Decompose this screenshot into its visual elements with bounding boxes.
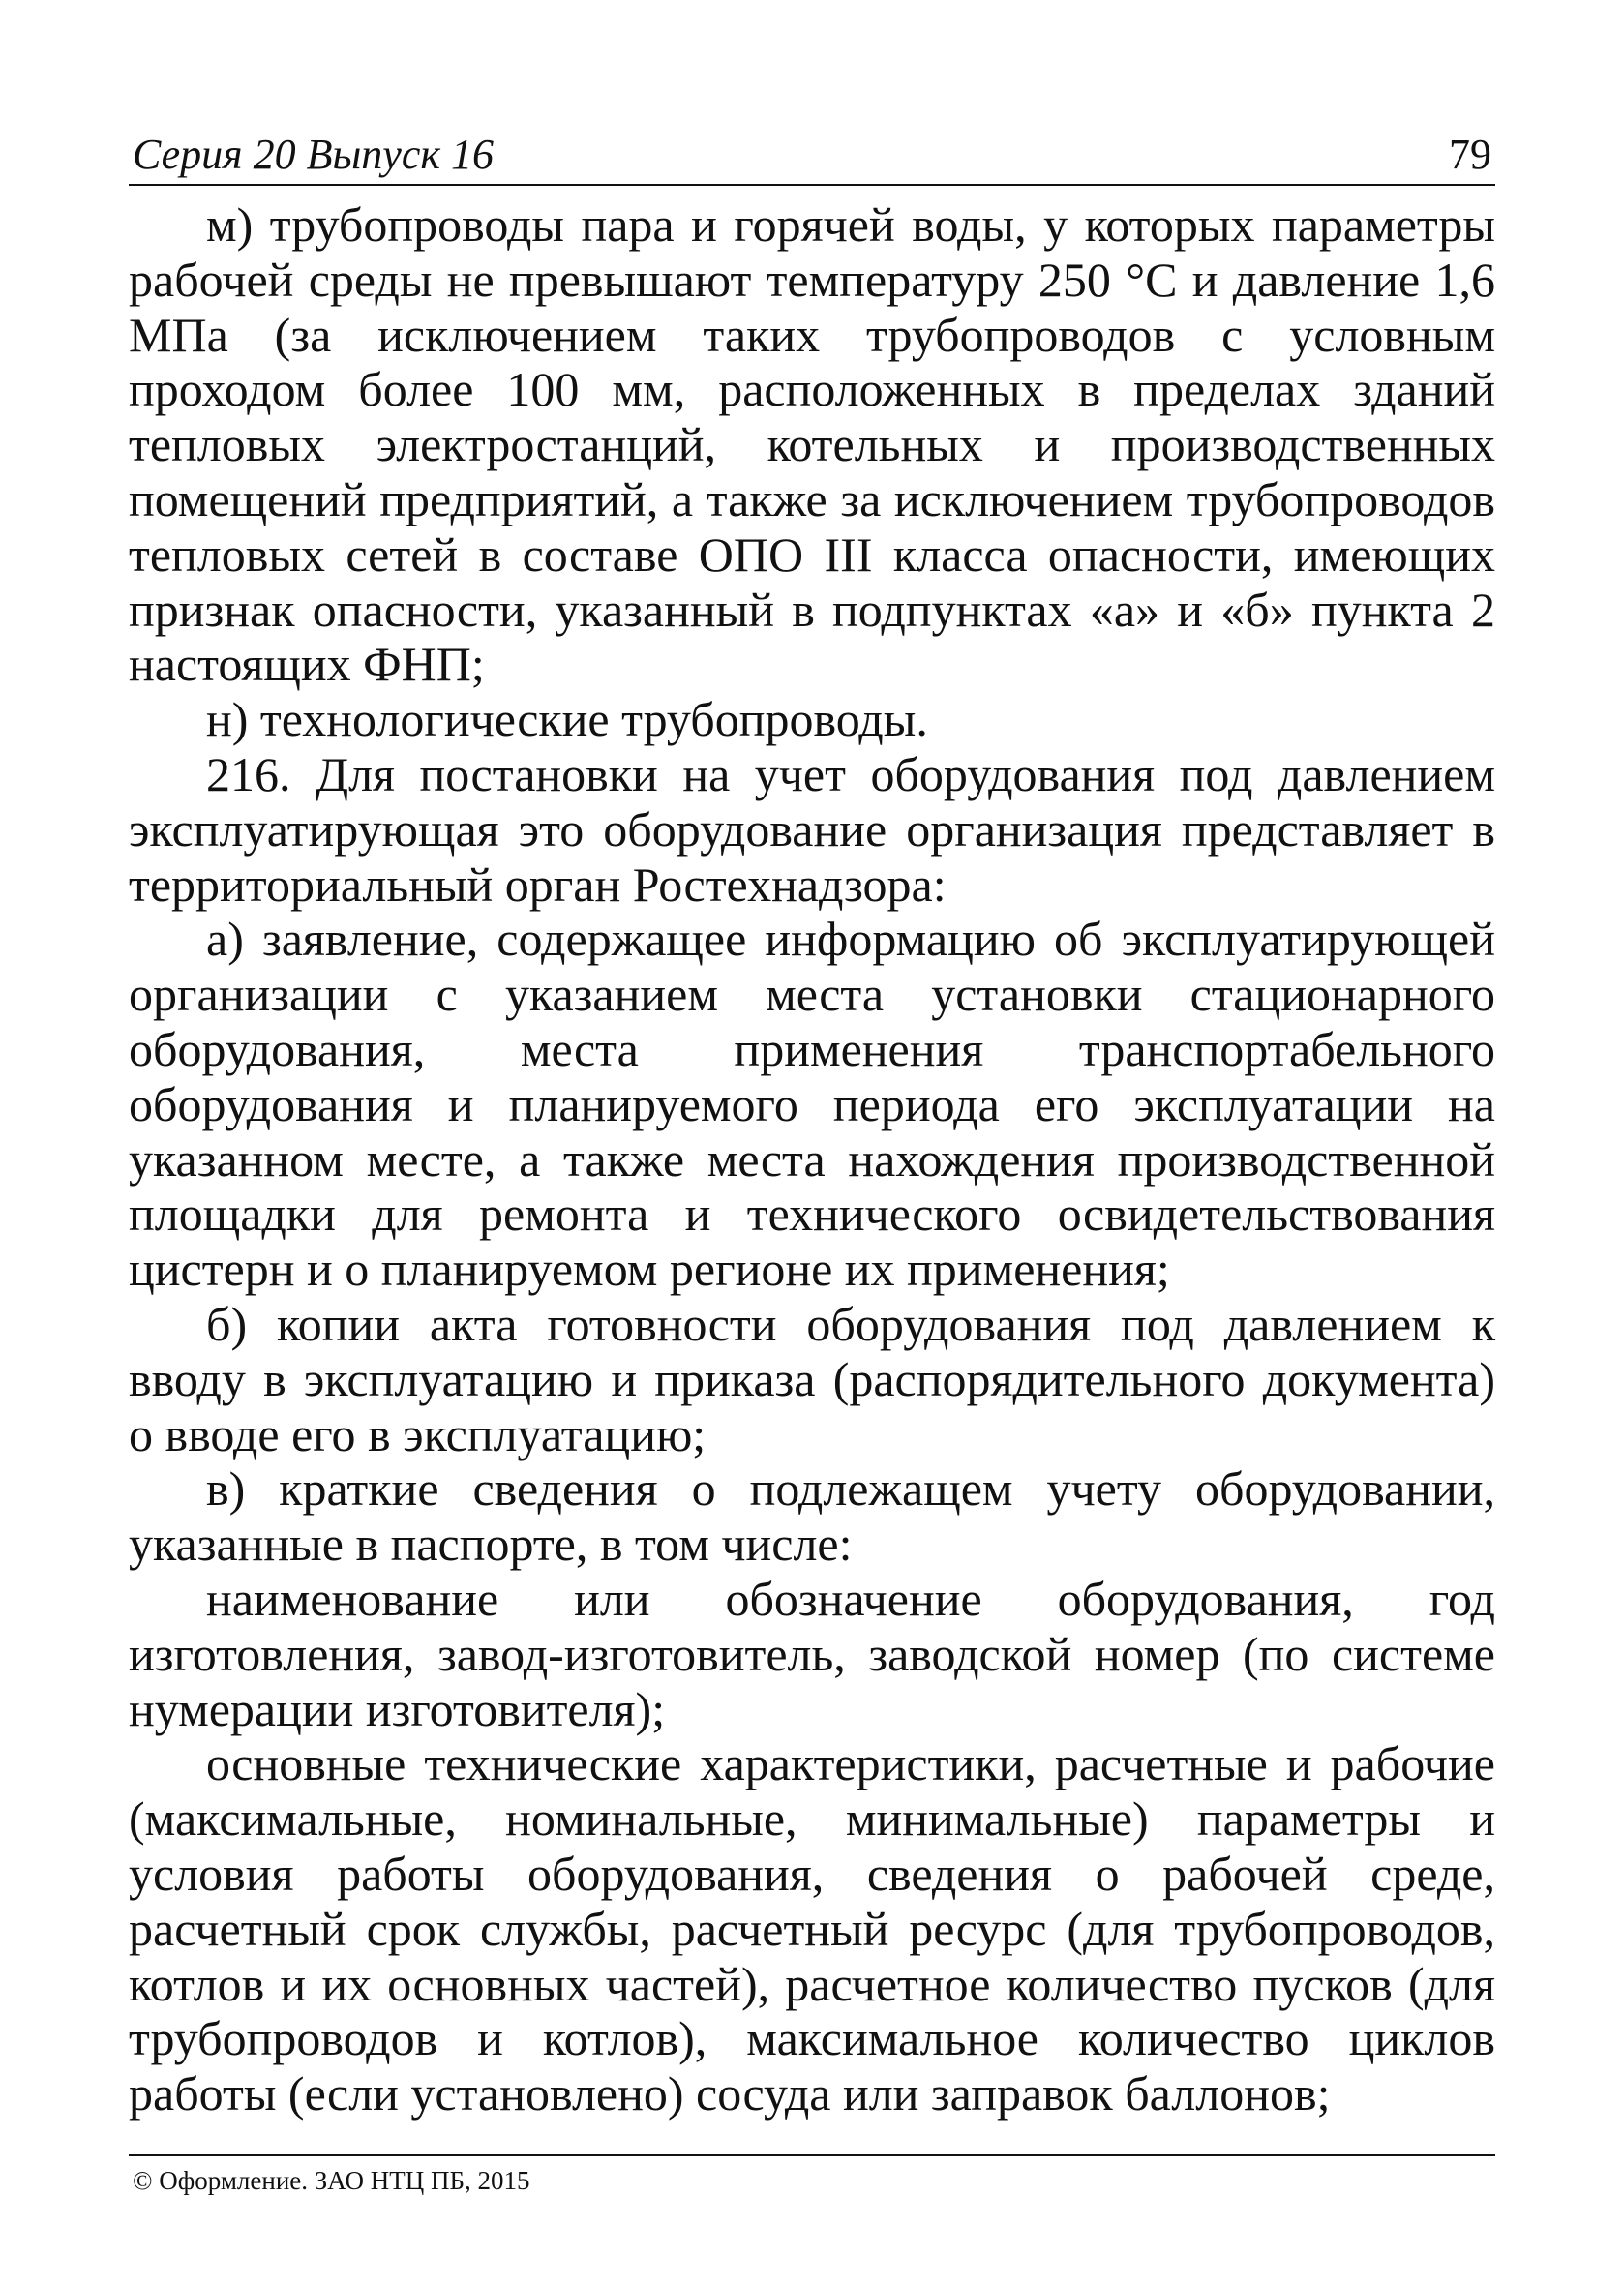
- paragraph-item-v: в) краткие сведения о подлежащем учету оборудовании, указанные в паспорте, в том числе:: [129, 1461, 1495, 1572]
- paragraph-item-m: м) трубопроводы пара и горячей воды, у которых параметры рабочей среды не превышают температуру 250 °С и давление 1,6 МПа (за исключением таких трубопроводов с условным проходом более 100 мм, расположенных в пределах зданий тепловых электростанций, котельных и производственных помещений предприятий, а также за исключением трубопроводов тепловых сетей в составе ОПО III класса опасности, имеющих признак опасности, указанный в подпунктах «а» и «б» пункта 2 настоящих ФНП;: [129, 197, 1495, 692]
- running-header: [129, 114, 1495, 186]
- paragraph-item-a: а) заявление, содержащее информацию об эксплуатирующей организации с указанием места установки стационарного оборудования, места применения транспортабельного оборудования и планируемого периода его эксплуатации на указанном месте, а также места нахождения производственной площадки для ремонта и технического освидетельствования цистерн и о планируемом регионе их применения;: [129, 912, 1495, 1297]
- copyright-notice: © Оформление. ЗАО НТЦ ПБ, 2015: [133, 2166, 530, 2195]
- paragraph-item-b: б) копии акта готовности оборудования под давлением к вводу в эксплуатацию и приказа (распорядительного документа) о вводе его в эксплуатацию;: [129, 1296, 1495, 1461]
- paragraph-item-n: н) технологические трубопроводы.: [206, 692, 928, 747]
- paragraph-characteristics: основные технические характеристики, расчетные и рабочие (максимальные, номинальные, минимальные) параметры и условия работы оборудования, сведения о рабочей среде, расчетный срок службы, расчетный ресурс (для трубопроводов, котлов и их основных частей), расчетное количество пусков (для трубопроводов и котлов), максимальное количество циклов работы (если установлено) сосуда или заправок баллонов;: [129, 1736, 1495, 2121]
- page-footer: [129, 2154, 1495, 2197]
- page-number: 79: [1449, 131, 1491, 178]
- body-text: [129, 197, 1495, 2121]
- paragraph-naming: наименование или обозначение оборудования, год изготовления, завод-изготовитель, заводской номер (по системе нумерации изготовителя);: [129, 1571, 1495, 1736]
- paragraph-clause-216: 216. Для постановки на учет оборудования под давлением эксплуатирующая это оборудование организация представляет в территориальный орган Ростехнадзора:: [129, 746, 1495, 912]
- series-title: Серия 20 Выпуск 16: [133, 131, 494, 178]
- document-page: [129, 0, 1495, 2286]
